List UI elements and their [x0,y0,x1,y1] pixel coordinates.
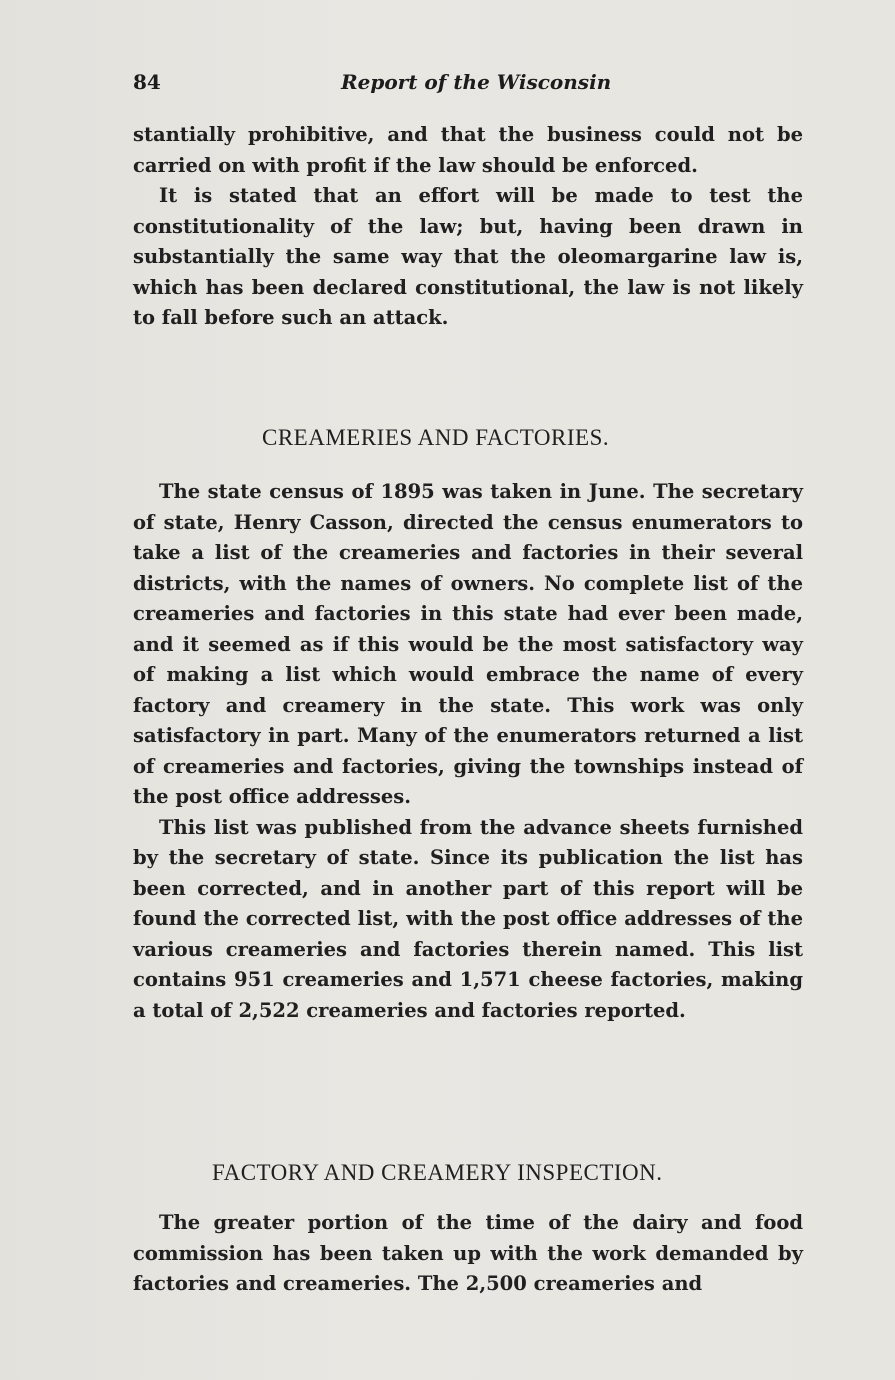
paragraph-inspection: The greater portion of the time of the dairy and food commission has been taken up with the work demanded by factories and creameries. The 2,500 creameries and [133,1211,803,1295]
inspection-text-block [133,1208,803,1300]
paragraph-list-published: This list was published from the advance sheets furnished by the secretary of state. Since its publication the list has been corrected, and in another part of this report will be found the corrected list, with the post office addresses of the various creameries and factories therein named. This list contains 951 creameries and 1,571 cheese factories, making a total of 2,522 creameries and factories reported. [133,815,803,1022]
running-head [133,70,795,100]
section-heading-creameries: CREAMERIES AND FACTORIES. [262,425,610,450]
creameries-text-block [133,477,803,1026]
paragraph-continuation: stantially prohibitive, and that the business could not be carried on with profit if the law should be enforced. [133,123,803,177]
intro-text-block [133,120,803,334]
page-number: 84 [133,70,161,94]
running-title: Report of the Wisconsin [341,70,612,94]
paragraph-state-census: The state census of 1895 was taken in June. The secretary of state, Henry Casson, directed the census enumerators to take a list of the creameries and factories in their several districts, with the names of owners. No complete list of the creameries and factories in this state had ever been made, and it seemed as if this would be the most satisfactory way of making a list which would embrace the name of every factory and creamery in the state. This work was only satisfactory in part. Many of the enumerators returned a list of creameries and factories, giving the townships instead of the post office addresses. [133,480,803,808]
section-heading-inspection: FACTORY AND CREAMERY INSPECTION. [212,1160,663,1185]
paragraph-constitutionality: It is stated that an effort will be made to test the constitutionality of the law; but, having been drawn in substantially the same way that the oleomargarine law is, which has been declared constitutional, the law is not likely to fall before such an attack. [133,184,803,329]
